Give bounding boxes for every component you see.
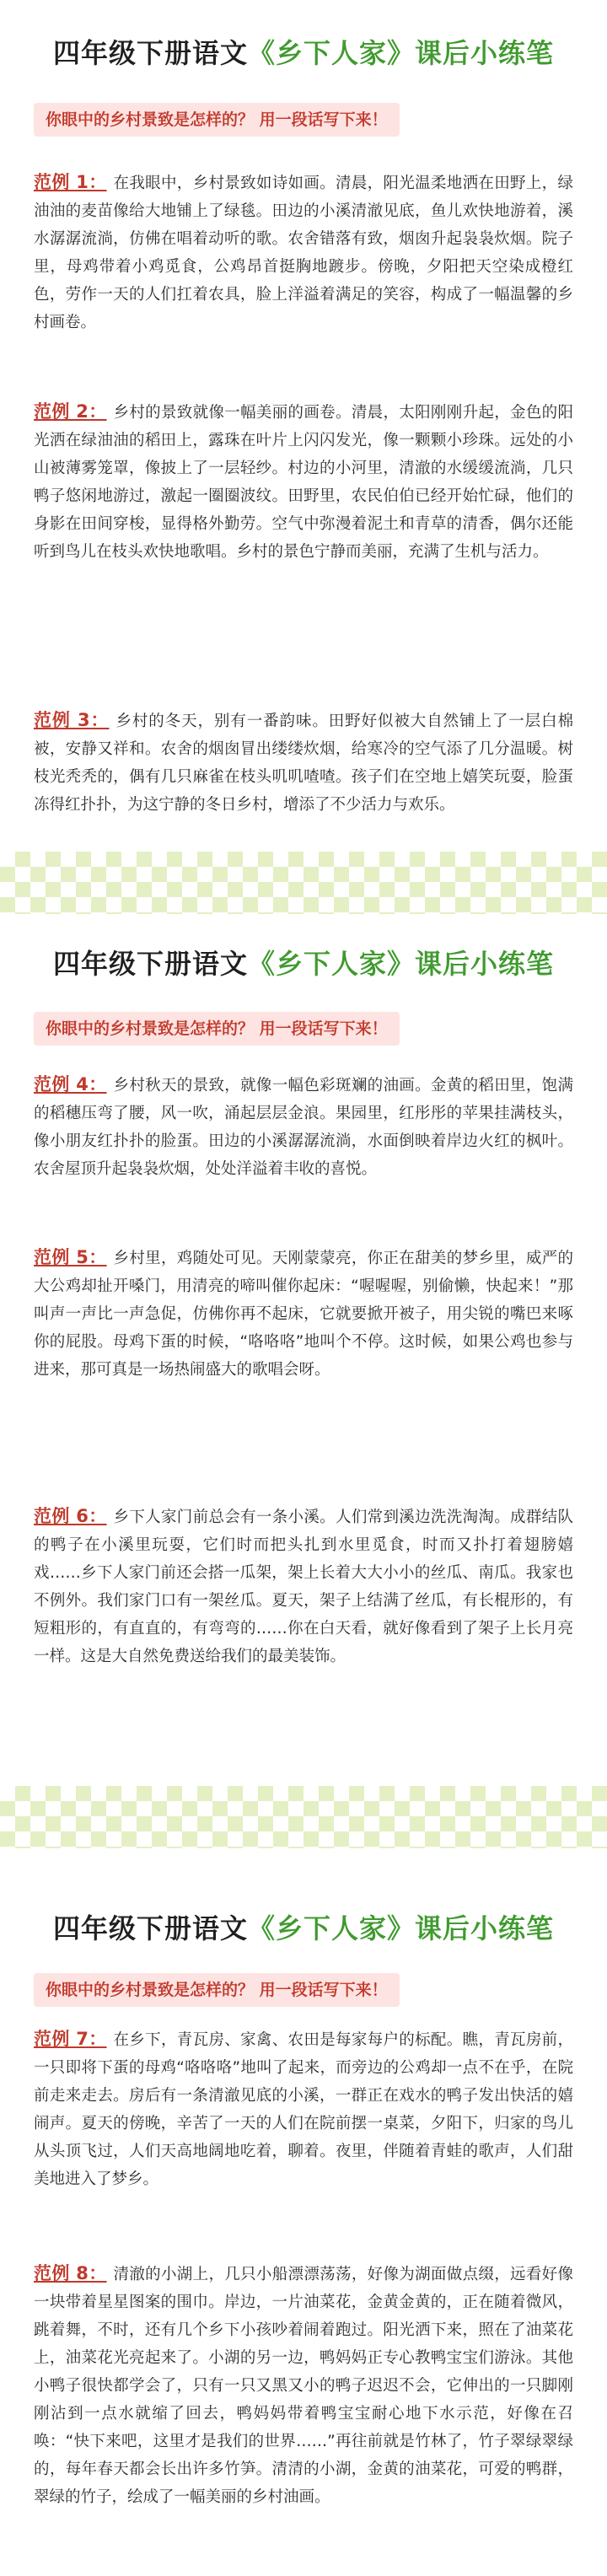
example-label: 范例 1： xyxy=(34,172,107,192)
example-5 xyxy=(34,1244,573,1384)
section-1-title xyxy=(0,32,607,71)
title-prefix: 四年级下册语文 xyxy=(52,948,248,980)
example-label: 范例 7： xyxy=(34,2029,107,2049)
example-text: 乡村秋天的景致，就像一幅色彩斑斓的油画。金黄的稻田里，饱满的稻穗压弯了腰，风一吹，涌起层层金浪。果园里，红彤彤的苹果挂满枝头，像小朋友红扑扑的脸蛋。田边的小溪潺潺流淌，水面倒映着岸边火红的枫叶。农舍屋顶升起袅袅炊烟，处处洋溢着丰收的喜悦。 xyxy=(34,1077,573,1178)
example-6 xyxy=(34,1503,573,1670)
section-2-title xyxy=(0,943,607,981)
example-8 xyxy=(34,2260,573,2511)
checker-divider xyxy=(0,1786,607,1848)
title-prefix: 四年级下册语文 xyxy=(52,1912,248,1944)
example-label: 范例 3： xyxy=(34,710,110,730)
title-book: 《乡下人家》 xyxy=(247,948,415,980)
example-text: 在我眼中，乡村景致如诗如画。清晨，阳光温柔地洒在田野上，绿油油的麦苗像给大地铺上了绿毯。田边的小溪清澈见底，鱼儿欢快地游着，溪水潺潺流淌，仿佛在唱着动听的歌。农舍错落有致，烟囱升起袅袅炊烟。院子里，母鸡带着小鸡觅食，公鸡昂首挺胸地踱步。傍晚，夕阳把天空染成橙红色，劳作一天的人们扛着农具，脸上洋溢着满足的笑容，构成了一幅温馨的乡村画卷。 xyxy=(34,175,573,331)
example-label: 范例 8： xyxy=(34,2263,107,2283)
example-7 xyxy=(34,2025,573,2193)
example-text: 清澈的小湖上，几只小船漂漂荡荡，好像为湖面做点缀，远看好像一块带着星星图案的围巾。岸边，一片油菜花，金黄金黄的，正在随着微风，跳着舞，不时，还有几个乡下小孩吵着闹着跑过。阳光洒下来，照在了油菜花上，油菜花光亮起来了。小湖的另一边，鸭妈妈正专心教鸭宝宝们游泳。其他小鸭子很快都学会了，只有一只又黑又小的鸭子迟迟不会，它伸出的一只脚刚刚沾到一点水就缩了回去，鸭妈妈带着鸭宝宝耐心地下水示范，好像在召唤：“快下来吧，这里才是我们的世界……”再往前就是竹林了，竹子翠绿翠绿的，每年春天都会长出许多竹笋。清清的小湖，金黄的油菜花，可爱的鸭群，翠绿的竹子，绘成了一幅美丽的乡村油画。 xyxy=(34,2266,573,2506)
example-1 xyxy=(34,169,573,336)
section-3-title xyxy=(0,1907,607,1946)
example-label: 范例 6： xyxy=(34,1506,107,1526)
title-suffix: 课后小练笔 xyxy=(415,1912,555,1944)
title-book: 《乡下人家》 xyxy=(247,37,415,69)
example-label: 范例 4： xyxy=(34,1074,107,1094)
title-suffix: 课后小练笔 xyxy=(415,948,555,980)
example-2 xyxy=(34,398,573,566)
example-text: 在乡下，青瓦房、家禽、农田是每家每户的标配。瞧，青瓦房前，一只即将下蛋的母鸡“咯咯咯”地叫了起来，而旁边的公鸡却一点不在乎，在院前走来走去。房后有一条清澈见底的小溪，一群正在戏水的鸭子发出快活的嬉闹声。夏天的傍晚，辛苦了一天的人们在院前摆一桌菜，夕阳下，归家的鸟儿从头顶飞过，人们天高地阔地吃着，聊着。夜里，伴随着青蛙的歌声，人们甜美地进入了梦乡。 xyxy=(34,2031,573,2188)
title-prefix: 四年级下册语文 xyxy=(52,37,248,69)
checker-divider xyxy=(0,852,607,914)
section-2-prompt: 你眼中的乡村景致是怎样的？ 用一段话写下来！ xyxy=(34,1012,400,1046)
example-text: 乡下人家门前总会有一条小溪。人们常到溪边洗洗淘淘。成群结队的鸭子在小溪里玩耍，它们时而把头扎到水里觅食，时而又扑打着翅膀嬉戏……乡下人家门前还会搭一瓜架，架上长着大大小小的丝瓜、南瓜。我家也不例外。我们家门口有一架丝瓜。夏天，架子上结满了丝瓜，有长棍形的，有短粗形的，有直直的，有弯弯的……你在白天看，就好像看到了架子上长月亮一样。这是大自然免费送给我们的最美装饰。 xyxy=(34,1508,573,1665)
example-4 xyxy=(34,1071,573,1183)
example-text: 乡村的景致就像一幅美丽的画卷。清晨，太阳刚刚升起，金色的阳光洒在绿油油的稻田上，露珠在叶片上闪闪发光，像一颗颗小珍珠。远处的小山被薄雾笼罩，像披上了一层轻纱。村边的小河里，清澈的水缓缓流淌，几只鸭子悠闲地游过，激起一圈圈波纹。田野里，农民伯伯已经开始忙碌，他们的身影在田间穿梭，显得格外勤劳。空气中弥漫着泥土和青草的清香，偶尔还能听到鸟儿在枝头欢快地歌唱。乡村的景色宁静而美丽，充满了生机与活力。 xyxy=(34,404,573,561)
example-label: 范例 5： xyxy=(34,1247,107,1267)
title-book: 《乡下人家》 xyxy=(247,1912,415,1944)
example-text: 乡村里，鸡随处可见。天刚蒙蒙亮，你正在甜美的梦乡里，威严的大公鸡却扯开嗓门，用清亮的啼叫催你起床：“喔喔喔，别偷懒，快起来！”那叫声一声比一声急促，仿佛你再不起床，它就要掀开被子，用尖锐的嘴巴来啄你的屁股。母鸡下蛋的时候，“咯咯咯”地叫个不停。这时候，如果公鸡也参与进来，那可真是一场热闹盛大的歌唱会呀。 xyxy=(34,1250,573,1379)
example-label: 范例 2： xyxy=(34,401,107,422)
example-text: 乡村的冬天，别有一番韵味。田野好似被大自然铺上了一层白棉被，安静又祥和。农舍的烟囱冒出缕缕炊烟，给寒冷的空气添了几分温暖。树枝光秃秃的，偶有几只麻雀在枝头叽叽喳喳。孩子们在空地上嬉笑玩耍，脸蛋冻得红扑扑，为这宁静的冬日乡村，增添了不少活力与欢乐。 xyxy=(34,713,573,814)
section-1-prompt: 你眼中的乡村景致是怎样的？ 用一段话写下来！ xyxy=(34,103,400,137)
title-suffix: 课后小练笔 xyxy=(415,37,555,69)
example-3 xyxy=(34,707,573,819)
section-3-prompt: 你眼中的乡村景致是怎样的？ 用一段话写下来！ xyxy=(34,1973,400,2007)
